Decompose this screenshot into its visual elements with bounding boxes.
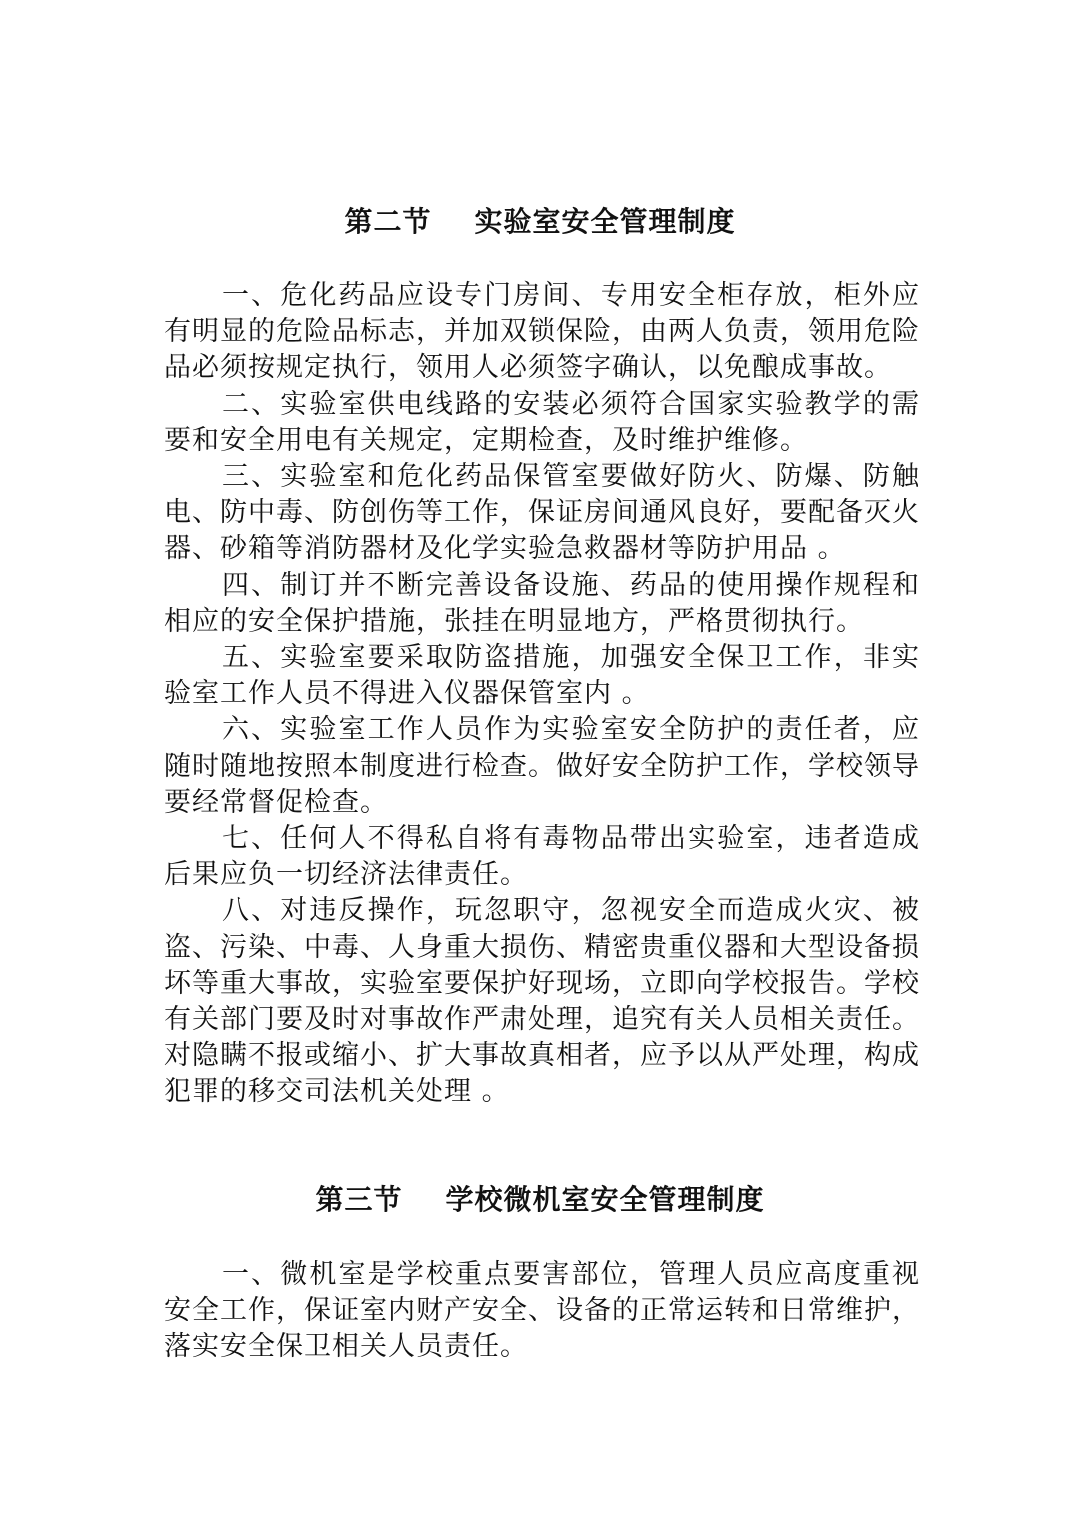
section-2-paragraph-5: 五、实验室要采取防盗措施，加强安全保卫工作，非实验室工作人员不得进入仪器保管室内 。 xyxy=(164,642,920,710)
section-3-title: 第三节 学校微机室安全管理制度 xyxy=(315,1183,765,1216)
section-2-body xyxy=(164,278,920,1111)
section-2-paragraph-8: 八、对违反操作，玩忽职守，忽视安全而造成火灾、被盗、污染、中毒、人身重大损伤、精密贵重仪器和大型设备损坏等重大事故，实验室要保护好现场，立即向学校报告。学校有关部门要及时对事故作严肃处理，追究有关人员相关责任。对隐瞒不报或缩小、扩大事故真相者，应予以从严处理，构成犯罪的移交司法机关处理 。 xyxy=(164,895,920,1108)
section-2-paragraph-2: 二、实验室供电线路的安装必须符合国家实验教学的需要和安全用电有关规定，定期检查，及时维护维修。 xyxy=(164,388,920,456)
section-2-paragraph-4: 四、制订并不断完善设备设施、药品的使用操作规程和相应的安全保护措施，张挂在明显地方，严格贯彻执行。 xyxy=(164,569,920,637)
section-3-paragraph-1: 一、微机室是学校重点要害部位，管理人员应高度重视安全工作，保证室内财产安全、设备的正常运转和日常维护，落实安全保卫相关人员责任。 xyxy=(164,1259,920,1363)
section-2-paragraph-1: 一、危化药品应设专门房间、专用安全柜存放，柜外应有明显的危险品标志，并加双锁保险，由两人负责，领用危险品必须按规定执行，领用人必须签字确认，以免酿成事故。 xyxy=(164,280,920,384)
section-2-title: 第二节 实验室安全管理制度 xyxy=(344,205,736,238)
section-2-paragraph-3: 三、实验室和危化药品保管室要做好防火、防爆、防触电、防中毒、防创伤等工作，保证房间通风良好，要配备灭火器、砂箱等消防器材及化学实验急救器材等防护用品 。 xyxy=(164,461,920,565)
section-2-paragraph-7: 七、任何人不得私自将有毒物品带出实验室，违者造成后果应负一切经济法律责任。 xyxy=(164,823,920,891)
section-3-body xyxy=(164,1257,920,1366)
section-2-paragraph-6: 六、实验室工作人员作为实验室安全防护的责任者，应随时随地按照本制度进行检查。做好安全防护工作，学校领导要经常督促检查。 xyxy=(164,714,920,818)
